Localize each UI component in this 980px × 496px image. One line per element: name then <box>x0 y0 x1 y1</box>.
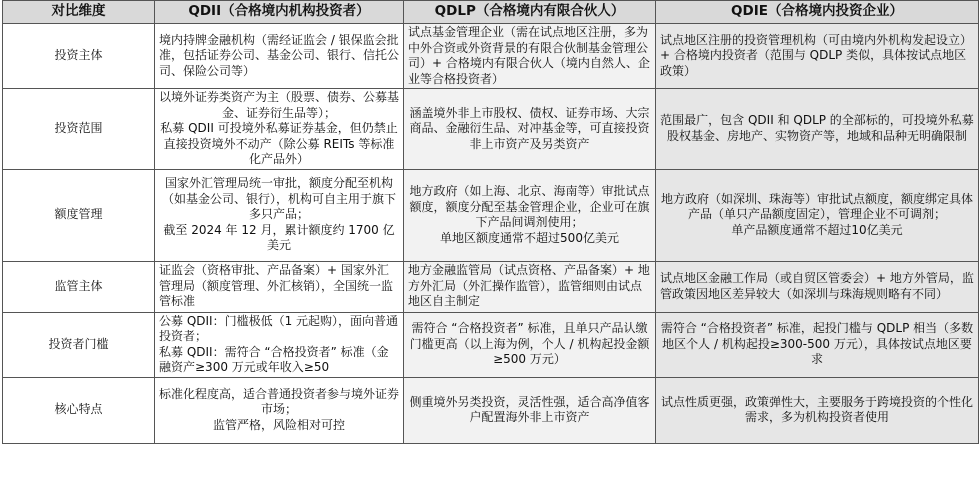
qdlp-cell <box>404 261 656 312</box>
table-row <box>3 312 979 377</box>
cell-text: 试点地区金融工作局（或自贸区管委会）+ 地方外管局，监管政策因地区差异较大（如深圳与珠海规则略有不同） <box>660 271 974 301</box>
header-row <box>3 1 979 24</box>
cell-text: 国家外汇管理局统一审批，额度分配至机构（如基金公司、银行），机构可自主用于旗下多只产品； <box>161 176 396 222</box>
qdii-cell <box>155 312 404 377</box>
cell-text: 范围最广，包含 QDII 和 QDLP 的全部标的，可投境外私募股权基金、房地产、实物资产等，地域和品种无明确限制 <box>660 113 974 143</box>
qdie-cell <box>656 89 979 170</box>
cell-text: 需符合 “合格投资者” 标准，且单只产品认缴门槛更高（以上海为例，个人 / 机构起投金额≥500 万元） <box>409 321 650 367</box>
table-row <box>3 89 979 170</box>
qdlp-cell <box>404 24 656 89</box>
header-qdii: QDII（合格境内机构投资者） <box>155 1 404 24</box>
header-qdlp: QDLP（合格境内有限合伙人） <box>404 1 656 24</box>
cell-text: 涵盖境外非上市股权、债权、证券市场、大宗商品、金融衍生品、对冲基金等，可直接投资非上市资产及另类资产 <box>409 105 650 151</box>
qdii-cell <box>155 89 404 170</box>
cell-text: 侧重境外另类投资，灵活性强，适合高净值客户配置海外非上市资产 <box>409 394 650 424</box>
dimension-cell: 核心特点 <box>3 377 155 443</box>
qdii-cell <box>155 169 404 261</box>
cell-text: 公募 QDII：门槛极低（1 元起购），面向普通投资者； <box>159 313 399 343</box>
cell-text: 境内持牌金融机构（需经证监会 / 银保监会批准，包括证券公司、基金公司、银行、信托公司、保险公司等） <box>159 32 400 78</box>
qdii-cell <box>155 261 404 312</box>
cell-text: 试点地区注册的投资管理机构（可由境内外机构发起设立）+ 合格境内投资者（范围与 QDLP 类似，具体按试点地区政策） <box>660 32 973 78</box>
table-row <box>3 169 979 261</box>
table-row <box>3 261 979 312</box>
cell-text: 证监会（资格审批、产品备案）+ 国家外汇管理局（额度管理、外汇核销），全国统一监管标准 <box>159 263 394 309</box>
header-dimension: 对比维度 <box>3 1 155 24</box>
cell-text: 监管严格，风险相对可控 <box>212 417 345 432</box>
cell-text: 地方政府（如深圳、珠海等）审批试点额度，额度绑定具体产品（单只产品额度固定），管理企业不可调剂； <box>660 191 973 222</box>
cell-text: 私募 QDII 可投境外私募证券基金，但仍禁止直接投资境外不动产（除公募 REITs 等标准化产品外） <box>160 121 398 166</box>
cell-text: 以境外证券类资产为主（股票、债券、公募基金、证券衍生品等）； <box>159 90 400 120</box>
qdlp-cell <box>404 377 656 443</box>
dimension-cell: 监管主体 <box>3 261 155 312</box>
dimension-cell: 投资主体 <box>3 24 155 89</box>
cell-text: 截至 2024 年 12 月，累计额度约 1700 亿美元 <box>163 222 395 253</box>
qdlp-cell <box>404 312 656 377</box>
qdii-cell <box>155 24 404 89</box>
cell-text: 试点基金管理企业（需在试点地区注册，多为中外合资或外资背景的有限合伙制基金管理公司）+ 合格境内有限合伙人（境内自然人、企业等合格投资者） <box>408 25 650 86</box>
dimension-cell: 投资者门槛 <box>3 312 155 377</box>
cell-text: 地方金融监管局（试点资格、产品备案）+ 地方外汇局（外汇操作监管），监管细则由试点地区自主制定 <box>408 263 650 309</box>
cell-text: 单产品额度通常不超过10亿美元 <box>731 222 903 237</box>
qdie-cell <box>656 312 979 377</box>
cell-text: 需符合 “合格投资者” 标准，起投门槛与 QDLP 相当（多数地区个人 / 机构起投≥300-500 万元），具体按试点地区要求 <box>660 321 974 367</box>
qdlp-cell <box>404 169 656 261</box>
qdlp-cell <box>404 89 656 170</box>
qdie-cell <box>656 24 979 89</box>
cell-text: 试点性质更强，政策弹性大，主要服务于跨境投资的个性化需求，多为机构投资者使用 <box>660 394 973 424</box>
dimension-cell: 投资范围 <box>3 89 155 170</box>
cell-text: 单地区额度通常不超过500亿美元 <box>440 230 619 245</box>
qdii-cell <box>155 377 404 443</box>
cell-text: 标准化程度高，适合普通投资者参与境外证券市场； <box>159 386 400 417</box>
table-row <box>3 377 979 443</box>
qdie-cell <box>656 261 979 312</box>
header-qdie: QDIE（合格境内投资企业） <box>656 1 979 24</box>
cell-text: 地方政府（如上海、北京、海南等）审批试点额度，额度分配至基金管理企业，企业可在旗下产品间调剂使用； <box>409 184 650 229</box>
table-row <box>3 24 979 89</box>
qdie-cell <box>656 169 979 261</box>
cell-text: 私募 QDII：需符合 “合格投资者” 标准（金融资产≥300 万元或年收入≥50 <box>159 344 389 374</box>
dimension-cell: 额度管理 <box>3 169 155 261</box>
comparison-table <box>2 0 979 444</box>
qdie-cell <box>656 377 979 443</box>
